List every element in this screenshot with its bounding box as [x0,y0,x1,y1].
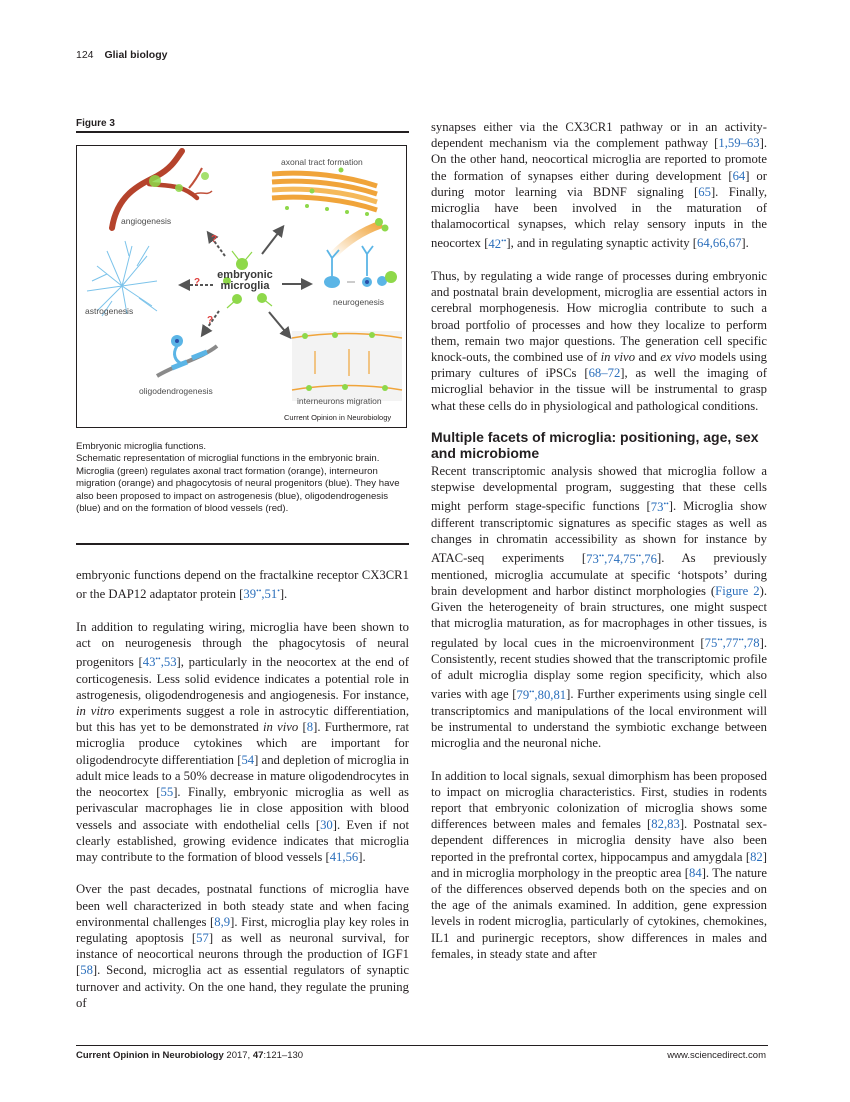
figure-bottom-rule [76,543,409,545]
citation-link[interactable]: 54 [241,752,255,767]
arrow-to-interneurons-icon [269,312,289,336]
citation-link[interactable]: 79••,80,81 [516,686,567,702]
paragraph: Recent transcriptomic analysis showed that microglia follow a stepwise developmental program, suggesting that these cells might perform stage-specific functions [73••]. Microglia show different transcriptomic signatures as specific stages as well as changes in chromatin accessibility as shown for instance by ATAC-seq experiments [73••,74,75••,76]. As previously mentioned, microglia accumulate at specific ‘hotspots’ during brain development and harbor distinct morphologies (Figure 2). Given the heterogeneity of brain structures, one might suspect that microglia maturation, as for macrophages in other tissues, is regulated by local cues in the microenvironment [75••,77••,78]. Consistently, recent studies showed that the transcriptomic profile of adult microglia display some region specificity, which also varies with age [79••,80,81]. Further experiments using single cell transcriptomics and manipulations of the local environment will be instrumental to understand the symbiotic exchange between microglia and the neuronal niche. [431,464,768,751]
citation-link[interactable]: 84 [689,865,702,880]
paragraph: synapses either via the CX3CR1 pathway or in an activity-dependent mechanism via the complement pathway [1,59–63]. On the other hand, neocortical microglia are reported to promote the formation of synapses either during development [64] or during motor learning via BDNF signaling [65]. Finally, microglia have been involved in the maturation of thalamocortical synapses, which relay sensory inputs in the neocortex [42••], and in regulating synaptic activity [64,66,67]. [431,120,767,251]
question-mark-astrogenesis: ? [194,277,201,288]
citation-link[interactable]: 82 [750,849,763,864]
journal-name: Current Opinion in Neurobiology [76,1050,224,1061]
figure-top-rule [76,131,409,133]
citation-link[interactable]: 82,83 [651,817,680,832]
section-heading: Multiple facets of microglia: positioning, age, sex and microbiome [431,429,759,461]
figure-2-link[interactable]: Figure 2 [715,583,760,598]
footer-rule [76,1045,768,1046]
figure-credit: Current Opinion in Neurobiology [284,413,392,422]
figure-caption [76,441,410,515]
citation-link[interactable]: 57 [196,930,209,945]
paragraph: Thus, by regulating a wide range of processes during embryonic and postnatal brain development, microglia are essential actors in cerebral morphogenesis. How microglia contribute to such a broad portfolio of processes and how they localize to perform them, remain two major questions. The generation cell specific knock-outs, the combined use of in vivo and ex vivo models using primary cultures of iPSCs [68–72], as well the imaging of microglial behavior in the tissue will be instrumental to grasp what these cells do in physiological and pathological conditions. [431,269,767,413]
citation-link[interactable]: 42•• [488,235,507,251]
citation-link[interactable]: 64,66,67 [697,236,742,251]
citation-link[interactable]: 43••,53 [142,654,177,670]
oligodendrocyte-icon [157,335,217,376]
figure-3-diagram [76,145,407,428]
label-embryonic-microglia: embryonic microglia [217,269,273,292]
citation-link[interactable]: 51• [264,586,280,602]
left-column [76,567,409,1011]
right-column [431,119,767,962]
label-angiogenesis: angiogenesis [121,216,172,226]
question-mark-angiogenesis: ? [211,234,218,245]
astrocyte-icon [87,241,157,316]
label-interneurons-migration: interneurons migration [297,396,382,406]
footer-citation: Current Opinion in Neurobiology 2017, 47:121–130 [76,1050,304,1061]
citation-link[interactable]: 39•• [243,586,262,602]
page-number: 124 [76,49,94,61]
figure-label: Figure 3 [76,118,115,129]
label-axonal-tract: axonal tract formation [281,157,363,167]
citation-link[interactable]: 8,9 [214,914,231,929]
citation-link[interactable]: 30 [320,817,333,832]
caption-body: Schematic representation of microglial functions in the embryonic brain. Microglia (green) regulates axonal tract formation (orange), interneuron migration (orange) and phagocytosis of neural progenitors (blue). They have also been proposed to impact on astrogenesis (blue), oligodendrogenesis (blue) and on the formation of blood vessels (red). [76,453,400,515]
citation-link[interactable]: 1,59–63 [718,136,760,151]
question-mark-oligodendrogenesis: ? [207,315,214,326]
label-astrogenesis: astrogenesis [85,306,134,316]
running-head [76,49,167,61]
label-oligodendrogenesis: oligodendrogenesis [139,386,213,396]
citation-link[interactable]: 64 [732,168,746,183]
axonal-tract-icon [272,168,389,257]
caption-title: Embryonic microglia functions. [76,441,207,452]
footer-url-link[interactable]: www.sciencedirect.com [667,1050,766,1061]
citation-link[interactable]: 73••,74,75••,76 [586,550,657,566]
paragraph: In addition to local signals, sexual dimorphism has been proposed to impact on microglia characteristics. First, studies in rodents report that embryonic colonization of microglia shows some differences between males and females [82,83]. Postnatal sex-dependent differences in microglia density have also been reported in the prefrontal cortex, hippocampus and amygdala [82] and in microglia morphology in the preoptic area [84]. The nature of the differences observed depends both on the species and on the age of the animals examined. In addition, gene expression levels in rodent microglia, particularly of cytokines, chemokines, IL1 and purinergic receptors, show differences in males and females, in steady state and after [431,768,767,961]
label-neurogenesis: neurogenesis [333,297,385,307]
citation-link[interactable]: 65 [698,184,711,199]
paragraph: Over the past decades, postnatal functions of microglia have been well characterized in both steady state and when facing environmental challenges [8,9]. First, microglia play key roles in regulating apoptosis [57] as well as neuronal survival, for instance of neocortical neurons through the production of IGF1 [58]. Second, microglia act as essential regulators of synaptic turnover and activity. On the one hand, they regulate the pruning of [76,882,409,1010]
citation-link[interactable]: 73•• [650,498,669,514]
section-title: Glial biology [104,49,168,61]
paragraph: embryonic functions depend on the fractalkine receptor CX3CR1 or the DAP12 adaptator protein [39••,51•]. [76,568,409,602]
interneuron-migration-icon [292,331,402,401]
arrow-to-axonal-icon [262,228,282,254]
citation-link[interactable]: 58 [80,963,93,978]
paragraph: In addition to regulating wiring, microglia have been shown to act on neurogenesis through the phagocytosis of neural progenitors [43••,53], particularly in the neocortex at the end of corticogenesis. Less solid evidence indicates a potential role in astrogenesis, oligodendrogenesis and angiogenesis. For instance, in vitro experiments suggest a role in astrocytic differentiation, but this has yet to be demonstrated in vivo [8]. Furthermore, rat microglia produce cytokines which are important for oligodendrocyte differentiation [54] and depletion of microglia in adult mice leads to a 50% decrease in mature oligodendrocytes in the neocortex [55]. Finally, embryonic microglia as well as perivascular macrophages lie in close apposition with blood vessels and associate with endothelial cells [30]. Even if not clearly established, growing evidence indicates that microglia may contribute to the formation of blood vessels [41,56]. [76,619,410,864]
citation-link[interactable]: 8 [306,720,314,735]
citation-link[interactable]: 41,56 [329,849,359,864]
citation-link[interactable]: 68–72 [588,366,621,381]
citation-link[interactable]: 75••,77••,78 [704,634,760,650]
citation-link[interactable]: 55 [160,785,174,800]
